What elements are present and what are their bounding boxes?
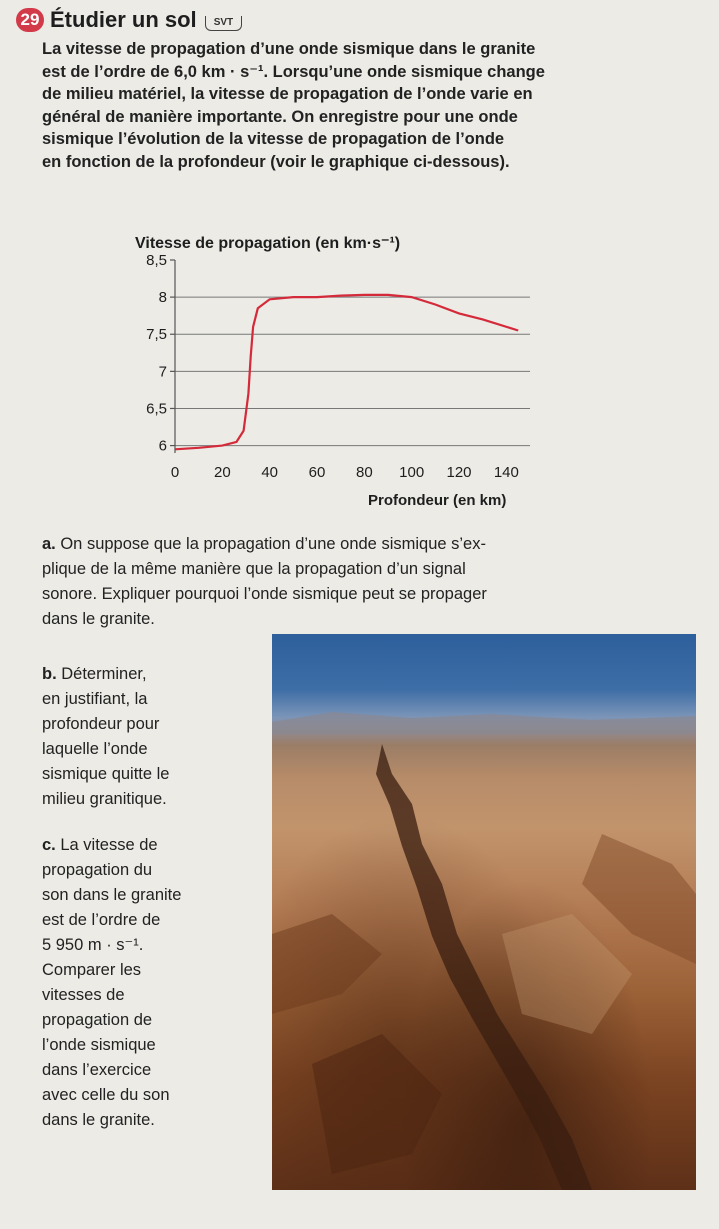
y-axis-ticks [146, 252, 175, 455]
fault-landscape-photo [272, 634, 696, 1190]
x-tick-label: 100 [399, 464, 425, 481]
question-c-line: dans l’exercice [42, 1061, 152, 1079]
intro-line: général de manière importante. On enregistre pour une onde [42, 107, 518, 126]
question-b-line: Déterminer, [56, 665, 147, 683]
intro-paragraph [42, 38, 682, 173]
question-b-line: milieu granitique. [42, 790, 167, 808]
intro-line: La vitesse de propagation d’une onde sismique dans le granite [42, 40, 536, 58]
question-c-line: Comparer les [42, 961, 142, 979]
y-tick-label: 8,5 [146, 252, 167, 269]
question-a-line: sonore. Expliquer pourquoi l’onde sismique peut se propager [42, 585, 487, 603]
intro-line: en fonction de la profondeur (voir le graphique ci-dessous). [42, 152, 510, 171]
velocity-depth-chart [100, 215, 580, 515]
x-tick-label: 40 [261, 464, 279, 481]
intro-line: de milieu matériel, la vitesse de propagation de l’onde varie en [42, 85, 533, 103]
question-c-line: 5 950 m · s⁻¹. [42, 936, 144, 954]
exercise-number-badge: 29 [16, 8, 44, 32]
question-a-line: dans le granite. [42, 610, 155, 628]
question-b-line: laquelle l’onde [42, 740, 148, 758]
question-a-line: plique de la même manière que la propagation d’un signal [42, 560, 466, 578]
exercise-header [16, 4, 242, 36]
question-b-line: en justifiant, la [42, 690, 148, 708]
velocity-series-line [175, 295, 518, 449]
intro-line: sismique l’évolution de la vitesse de propagation de l’onde [42, 130, 505, 148]
x-tick-label: 140 [493, 464, 519, 481]
x-tick-label: 20 [213, 464, 231, 481]
x-tick-label: 60 [308, 464, 326, 481]
subject-tag: SVT [205, 16, 242, 31]
question-c [42, 833, 242, 1133]
y-tick-label: 7 [158, 363, 167, 381]
question-c-line: propagation du [42, 861, 153, 879]
x-axis-ticks [171, 464, 519, 481]
chart-title: Vitesse de propagation (en km·s⁻¹) [135, 235, 401, 252]
intro-line: est de l’ordre de 6,0 km · s⁻¹. Lorsqu’une onde sismique change [42, 62, 545, 81]
question-b-letter: b. [42, 665, 57, 683]
y-tick-label: 6 [158, 437, 167, 455]
y-tick-label: 7,5 [146, 326, 167, 344]
x-tick-label: 0 [170, 464, 180, 481]
question-c-line: son dans le granite [42, 886, 182, 904]
question-c-line: dans le granite. [42, 1111, 155, 1129]
question-b-line: sismique quitte le [42, 765, 170, 783]
y-tick-label: 8 [158, 289, 167, 307]
question-a [42, 532, 672, 632]
question-b [42, 662, 242, 812]
x-axis-label: Profondeur (en km) [368, 492, 507, 509]
question-b-line: profondeur pour [42, 715, 160, 733]
question-a-line: On suppose que la propagation d’une onde sismique s’ex- [55, 535, 486, 553]
question-a-letter: a. [42, 535, 56, 553]
y-tick-label: 6,5 [146, 400, 167, 418]
question-c-line: propagation de [42, 1011, 153, 1029]
question-c-line: vitesses de [42, 986, 125, 1004]
question-c-line: est de l’ordre de [42, 911, 161, 929]
exercise-title: Étudier un sol [50, 7, 197, 32]
question-c-line: l’onde sismique [42, 1036, 156, 1054]
question-c-line: La vitesse de [55, 836, 158, 854]
chart-gridlines [175, 297, 530, 445]
x-tick-label: 120 [446, 464, 472, 481]
question-c-letter: c. [42, 836, 56, 854]
x-tick-label: 80 [355, 464, 373, 481]
question-c-line: avec celle du son [42, 1086, 170, 1104]
